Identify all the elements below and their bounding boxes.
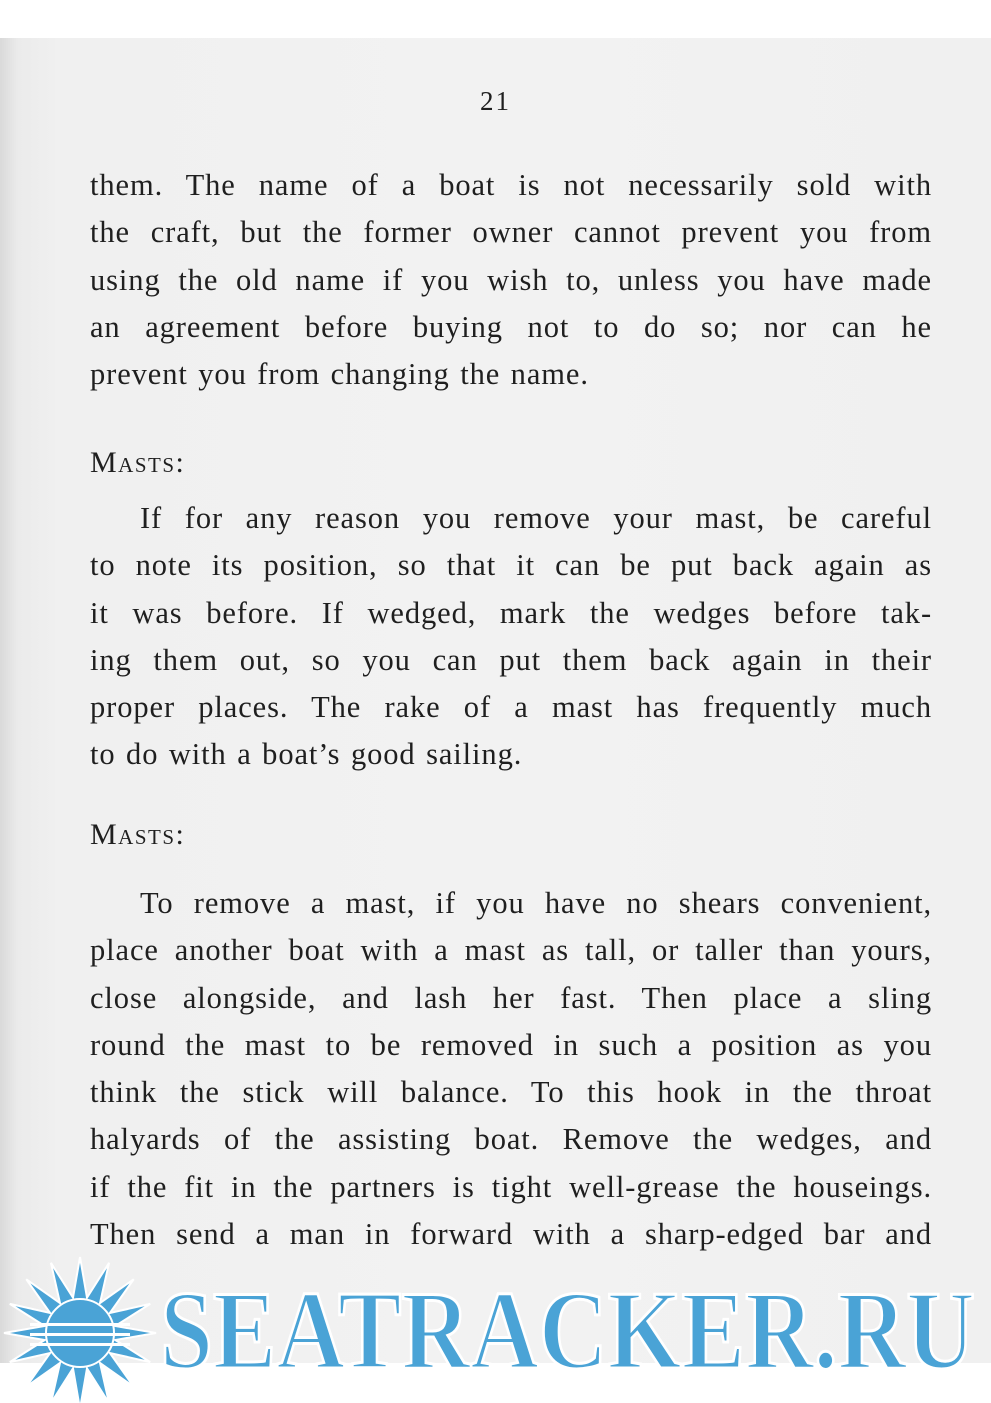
watermark-site-name	[160, 1268, 980, 1388]
text-line: an agreement before buying not to do so; nor can he	[90, 309, 932, 344]
text-line: think the stick will balance. To this hook in the throat	[90, 1075, 932, 1110]
text-line: if the fit in the partners is tight well-grease the houseings.	[90, 1169, 932, 1204]
paragraph-name-of-boat	[90, 162, 932, 398]
book-page	[0, 38, 991, 1363]
page-number: 21	[480, 86, 511, 116]
text-line: to do with a boat’s good sailing.	[90, 737, 523, 772]
text-line: round the mast to be removed in such a position as you	[90, 1027, 932, 1062]
text-line: them. The name of a boat is not necessarily sold with	[90, 168, 932, 202]
text-line: ing them out, so you can put them back again in their	[90, 642, 932, 677]
text-line: to note its position, so that it can be put back again as	[90, 548, 932, 583]
text-line: close alongside, and lash her fast. Then place a sling	[90, 980, 932, 1015]
text-line: using the old name if you wish to, unless you have made	[90, 262, 932, 297]
text-line: proper places. The rake of a mast has frequently much	[90, 690, 932, 725]
text-line: place another boat with a mast as tall, or taller than yours,	[90, 933, 932, 968]
text-line: it was before. If wedged, mark the wedges before tak-	[90, 595, 932, 630]
section-heading-masts: Masts:	[90, 818, 186, 851]
watermark-text: SEATRACKER.RU	[160, 1269, 975, 1388]
text-line: If for any reason you remove your mast, be careful	[140, 501, 932, 535]
text-line: To remove a mast, if you have no shears convenient,	[140, 886, 932, 920]
text-line: the craft, but the former owner cannot prevent you from	[90, 215, 932, 250]
paragraph-remove-mast-method	[90, 880, 932, 1258]
text-line: prevent you from changing the name.	[90, 357, 589, 392]
section-heading-masts: Masts:	[90, 446, 186, 479]
paragraph-remove-mast-note	[90, 495, 932, 779]
sun-icon	[4, 1257, 156, 1403]
text-line: halyards of the assisting boat. Remove the wedges, and	[90, 1122, 932, 1157]
text-line: Then send a man in forward with a sharp-edged bar and	[90, 1217, 932, 1252]
